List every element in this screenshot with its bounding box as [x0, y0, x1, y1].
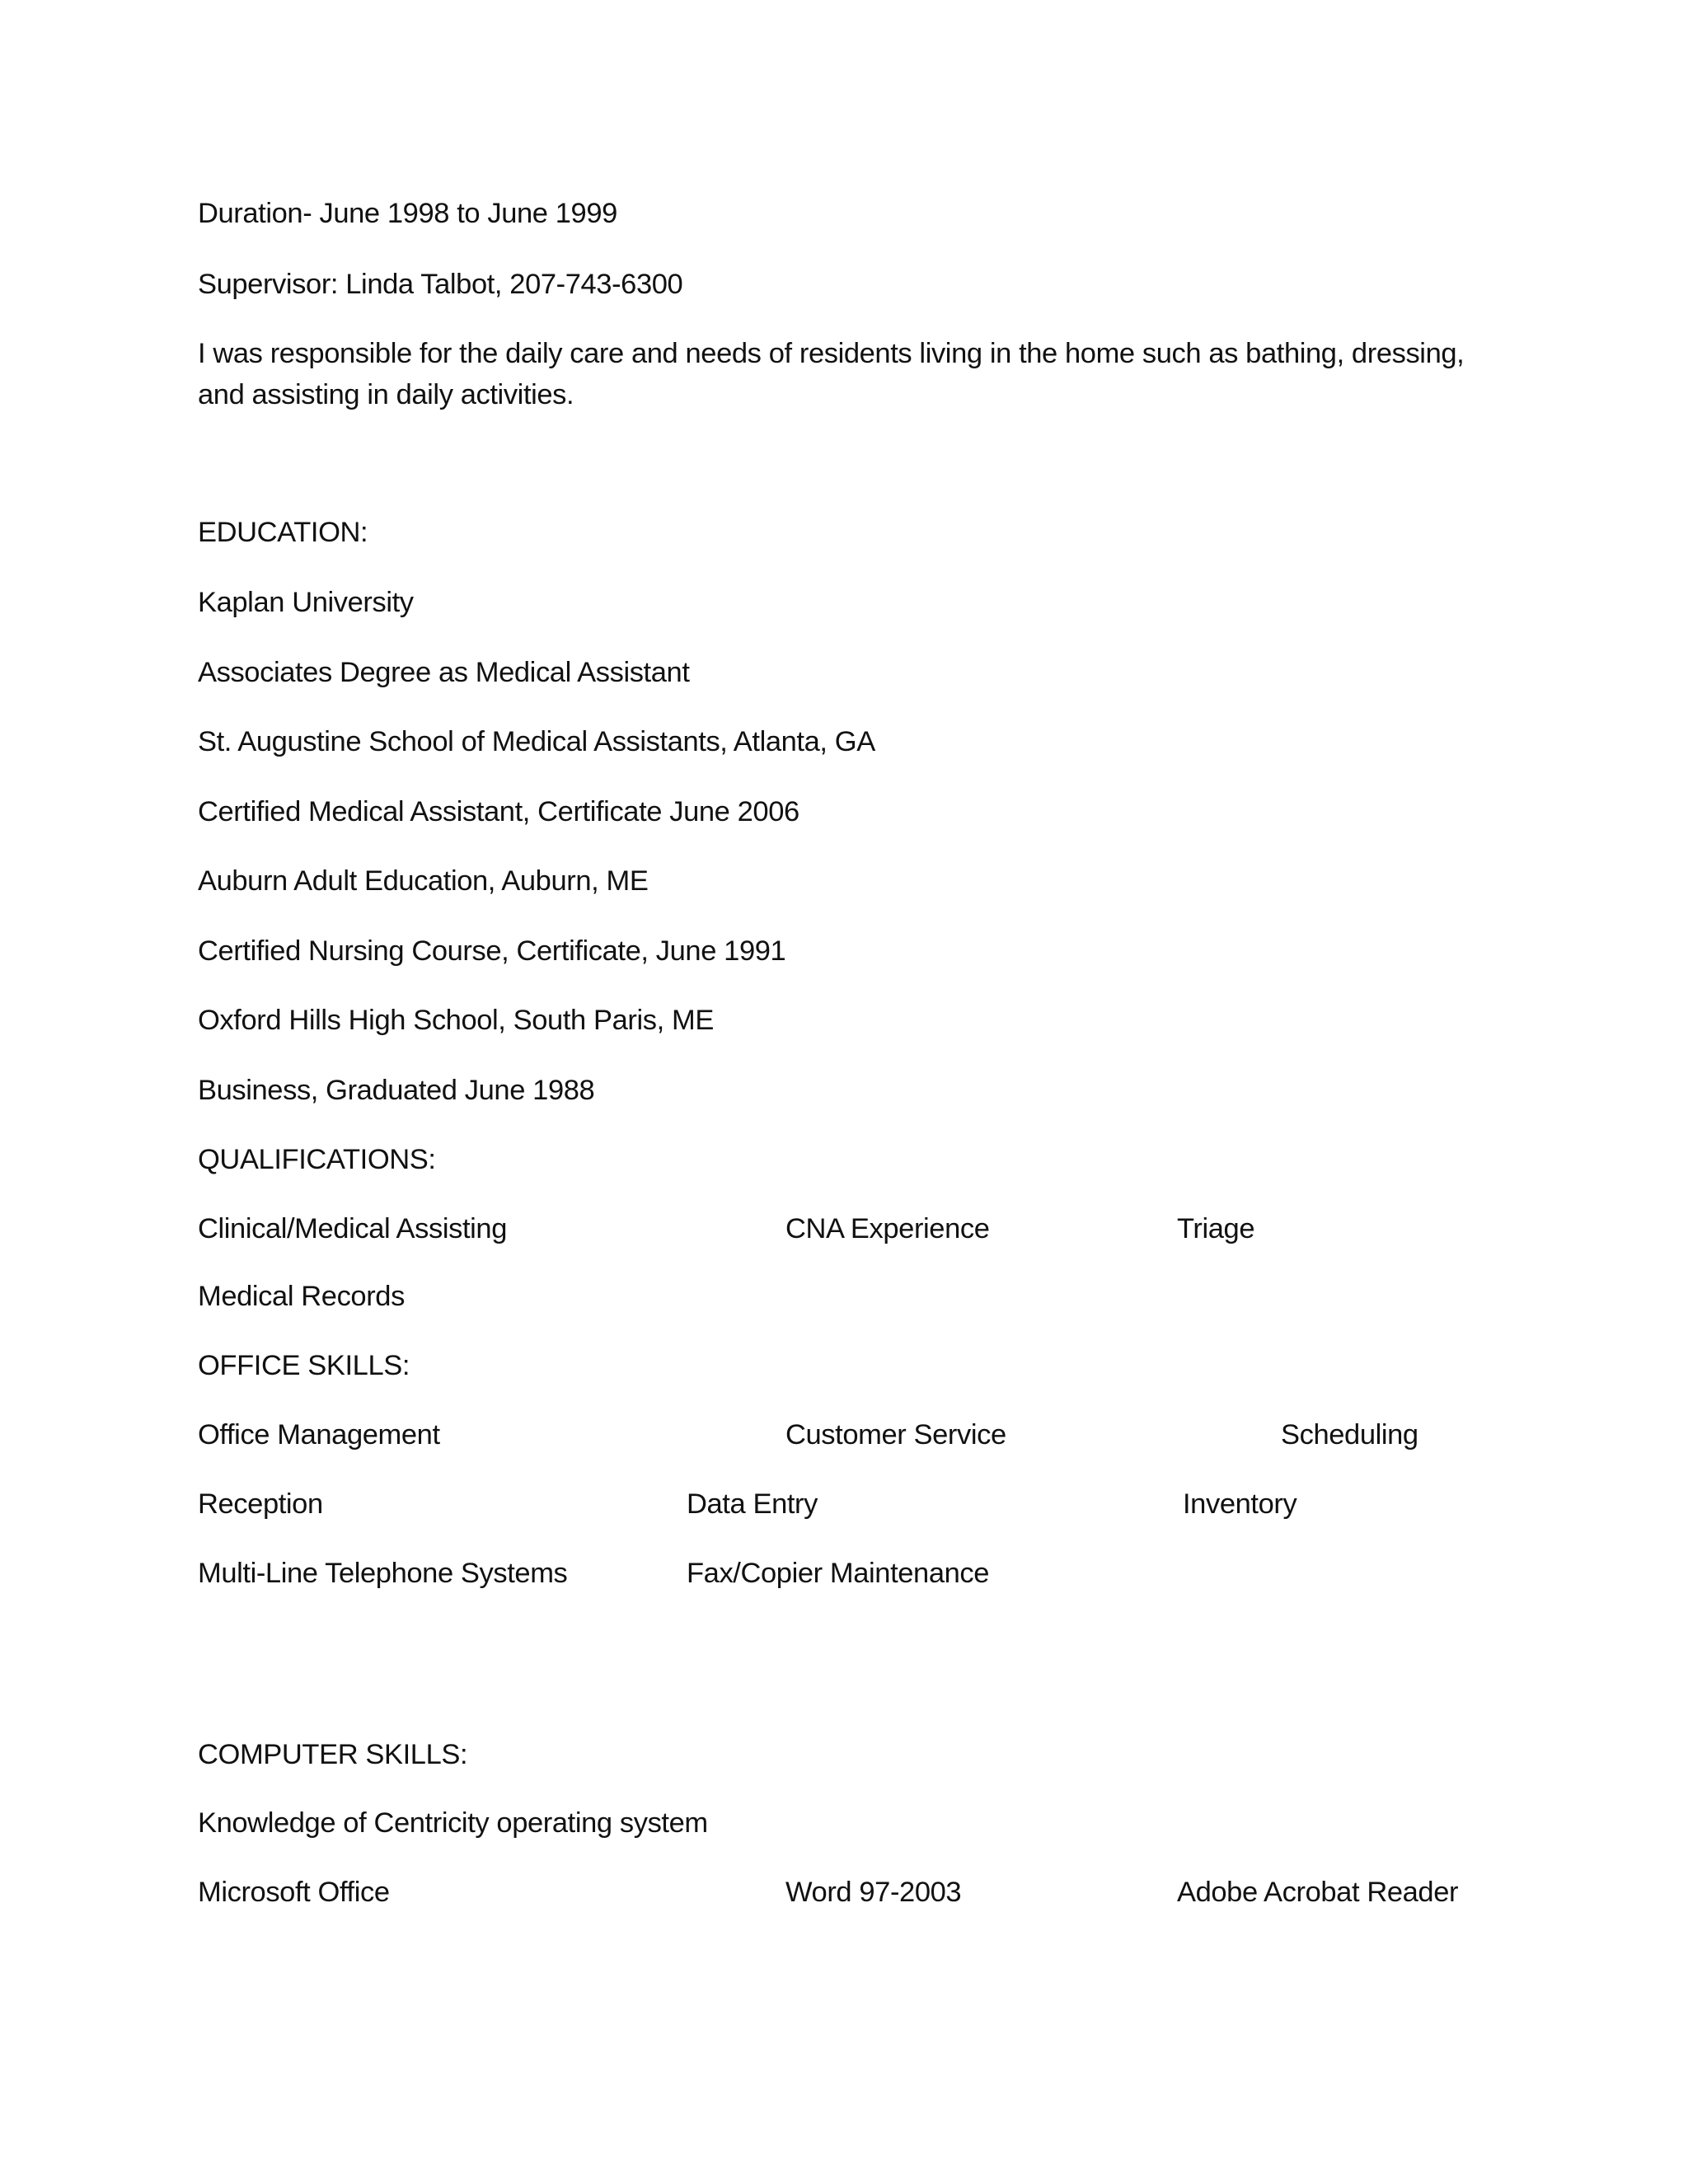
- computer-skill-line: Knowledge of Centricity operating system: [198, 1807, 708, 1839]
- education-entry: Oxford Hills High School, South Paris, ME: [198, 1005, 714, 1036]
- education-entry: Auburn Adult Education, Auburn, ME: [198, 865, 649, 897]
- computer-skills-heading: COMPUTER SKILLS:: [198, 1739, 468, 1770]
- education-entry: Certified Medical Assistant, Certificate June 2006: [198, 796, 799, 827]
- office-skill-item: Multi-Line Telephone Systems: [198, 1558, 568, 1589]
- office-skill-item: Reception: [198, 1488, 323, 1520]
- computer-skill-item: Adobe Acrobat Reader: [1177, 1877, 1459, 1908]
- job-supervisor: Supervisor: Linda Talbot, 207-743-6300: [198, 269, 683, 300]
- computer-skill-item: Word 97-2003: [785, 1877, 962, 1908]
- office-skill-item: Data Entry: [687, 1488, 818, 1520]
- office-skill-item: Fax/Copier Maintenance: [687, 1558, 990, 1589]
- education-entry: Associates Degree as Medical Assistant: [198, 657, 690, 688]
- computer-skill-item: Microsoft Office: [198, 1877, 390, 1908]
- qualification-item: Medical Records: [198, 1281, 405, 1312]
- education-entry: Business, Graduated June 1988: [198, 1075, 595, 1106]
- office-skill-item: Customer Service: [785, 1419, 1006, 1451]
- qualification-item: Clinical/Medical Assisting: [198, 1213, 507, 1244]
- education-entry: Certified Nursing Course, Certificate, June 1991: [198, 935, 786, 967]
- office-skill-item: Scheduling: [1281, 1419, 1418, 1451]
- qualification-item: Triage: [1177, 1213, 1255, 1244]
- job-duration: Duration- June 1998 to June 1999: [198, 198, 617, 229]
- office-skill-item: Office Management: [198, 1419, 440, 1451]
- job-description: I was responsible for the daily care and needs of residents living in the home such as bathing, dressing, and assisting in daily activities.: [198, 338, 1465, 410]
- education-entry: St. Augustine School of Medical Assistants, Atlanta, GA: [198, 726, 875, 757]
- qualifications-heading: QUALIFICATIONS:: [198, 1144, 436, 1175]
- office-skill-item: Inventory: [1183, 1488, 1297, 1520]
- qualification-item: CNA Experience: [785, 1213, 990, 1244]
- education-heading: EDUCATION:: [198, 517, 368, 548]
- education-entry: Kaplan University: [198, 587, 414, 618]
- office-skills-heading: OFFICE SKILLS:: [198, 1350, 410, 1381]
